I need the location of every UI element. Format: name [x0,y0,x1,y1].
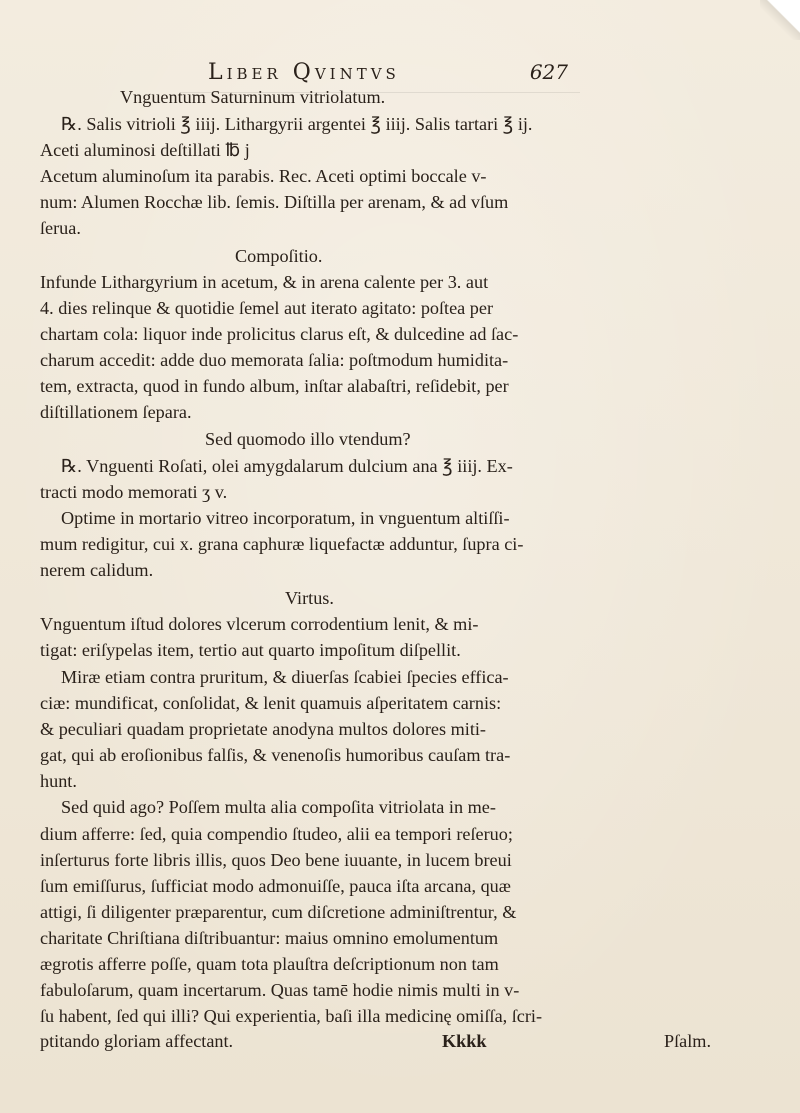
text-line: Aceti aluminosi deſtillati ℔ j [40,140,250,160]
section-heading: Sed quomodo illo vtendum? [205,429,411,449]
text-line: Vnguentum iſtud dolores vlcerum corrodentium lenit, & mi- [40,614,479,634]
text-line: Optime in mortario vitreo incorporatum, in vnguentum altiſſi- [61,508,510,528]
text-line: tem, extracta, quod in fundo album, inſtar alabaſtri, reſidebit, per [40,376,509,396]
text-line: diſtillationem ſepara. [40,402,192,422]
catchword: Pſalm. [664,1031,711,1051]
text-line: ciæ: mundificat, conſolidat, & lenit quamuis aſperitatem carnis: [40,693,502,713]
text-line: inſerturus forte libris illis, quos Deo bene iuuante, in lucem breui [40,850,512,870]
text-line: ℞. Salis vitrioli ℥ iiij. Lithargyrii argentei ℥ iiij. Salis tartari ℥ ij. [61,114,533,134]
running-title: Liber Qvintvs [208,60,400,85]
text-line: tracti modo memorati ʒ v. [40,482,228,502]
text-line: Sed quid ago? Poſſem multa alia compoſita vitriolata in me- [61,797,496,817]
page-footer-line [40,1031,784,1057]
text-line: tigat: eriſypelas item, tertio aut quarto impoſitum diſpellit. [40,640,461,660]
signature-mark: Kkkk [442,1031,487,1051]
text-line: attigi, ſi diligenter præparentur, cum diſcretione adminiſtrentur, & [40,902,517,922]
page-corner-fold [760,0,800,40]
text-line: Acetum aluminoſum ita parabis. Rec. Aceti optimi boccale v- [40,166,487,186]
text-line: Infunde Lithargyrium in acetum, & in arena calente per 3. aut [40,272,489,292]
text-line: ſum emiſſurus, ſufficiat modo admonuiſſe, pauca iſta arcana, quæ [40,876,511,896]
text-line: nerem calidum. [40,560,154,580]
page-header [208,60,568,85]
text-line: gat, qui ab eroſionibus falſis, & venenoſis humoribus cauſam tra- [40,745,511,765]
text-line: ægrotis afferre poſſe, quam tota plauſtra deſcriptionum non tam [40,954,499,974]
text-line: 4. dies relinque & quotidie ſemel aut iterato agitato: poſtea per [40,298,494,318]
text-line: chartam cola: liquor inde prolicitus clarus eſt, & dulcedine ad ſac- [40,324,519,344]
text-line: charum accedit: adde duo memorata ſalia: poſtmodum humidita- [40,350,509,370]
text-line: Miræ etiam contra pruritum, & diuerſas ſcabiei ſpecies effica- [61,667,509,687]
text-line: mum redigitur, cui x. grana caphuræ liquefactæ adduntur, ſupra ci- [40,534,524,554]
text-line: ſerua. [40,218,81,238]
section-heading: Compoſitio. [235,246,323,266]
recipe-heading: Vnguentum Saturninum vitriolatum. [120,87,386,107]
text-line: ptitando gloriam affectant. [40,1031,234,1051]
text-line: ſu habent, ſed qui illi? Qui experientia, baſi illa medicinę omiſſa, ſcri- [40,1006,543,1026]
page-number: 627 [529,60,568,84]
text-line: ℞. Vnguenti Roſati, olei amygdalarum dulcium ana ℥ iiij. Ex- [61,456,513,476]
text-line: & peculiari quadam proprietate anodyna multos dolores miti- [40,719,486,739]
text-line: num: Alumen Rocchæ lib. ſemis. Diſtilla per arenam, & ad vſum [40,192,509,212]
text-line: hunt. [40,771,77,791]
text-line: charitate Chriſtiana diſtribuantur: maius omnino emolumentum [40,928,499,948]
text-line: fabuloſarum, quam incertarum. Quas tamē hodie nimis multi in v- [40,980,520,1000]
text-line: dium afferre: ſed, quia compendio ſtudeo, alii ea tempori reſeruo; [40,824,513,844]
section-heading: Virtus. [285,588,334,608]
